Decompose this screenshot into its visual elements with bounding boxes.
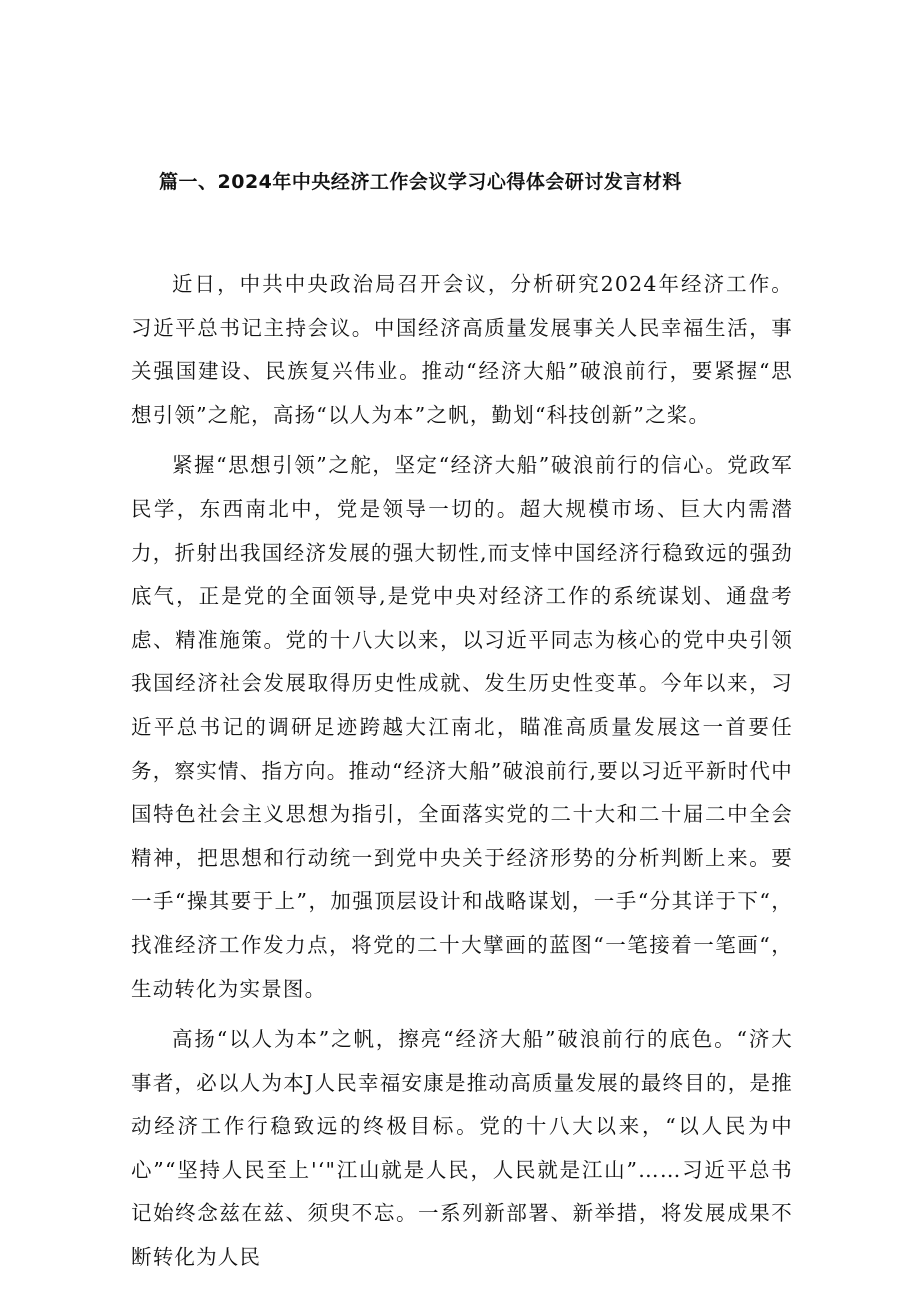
- document-title: 篇一、2024年中央经济工作会议学习心得体会研讨发言材料: [159, 171, 682, 193]
- document-body: [131, 263, 793, 1287]
- paragraph-intro: 近日，中共中央政治局召开会议，分析研究2024年经济工作。习近平总书记主持会议。中国经济高质量发展事关人民幸福生活，事关强国建设、民族复兴伟业。推动“经济大船”破浪前行，要紧握“思想引领”之舵，高扬“以人为本”之帆，勤划“科技创新”之桨。: [131, 272, 793, 427]
- paragraph-people-centered: 高扬“以人为本”之帆，擦亮“经济大船”破浪前行的底色。“济大事者，必以人为本J人民幸福安康是推动高质量发展的最终目的，是推动经济工作行稳致远的终极目标。党的十八大以来，“以人民为中心”“坚持人民至上'‘"江山就是人民，人民就是江山”……习近平总书记始终念兹在兹、须臾不忘。一系列新部署、新举措，将发展成果不断转化为人民: [131, 1027, 793, 1270]
- paragraph-thought-leadership: 紧握“思想引领”之舵，坚定“经济大船”破浪前行的信心。党政军民学，东西南北中，党是领导一切的。超大规模市场、巨大内需潜力，折射出我国经济发展的强大韧性,而支悻中国经济行稳致远的强劲底气，正是党的全面领导,是党中央对经济工作的系统谋划、通盘考虑、精准施策。党的十八大以来，以习近平同志为核心的党中央引领我国经济社会发展取得历史性成就、发生历史性变革。今年以来，习近平总书记的调研足迹跨越大江南北，瞄准高质量发展这一首要任务，察实情、指方向。推动“经济大船”破浪前行,要以习近平新时代中国特色社会主义思想为指引，全面落实党的二十大和二十届二中全会精神，把思想和行动统一到党中央关于经济形势的分析判断上来。要一手“操其要于上”，加强顶层设计和战略谋划，一手“分其详于下“，找准经济工作发力点，将党的二十大擘画的蓝图“一笔接着一笔画“，生动转化为实景图。: [131, 453, 793, 1001]
